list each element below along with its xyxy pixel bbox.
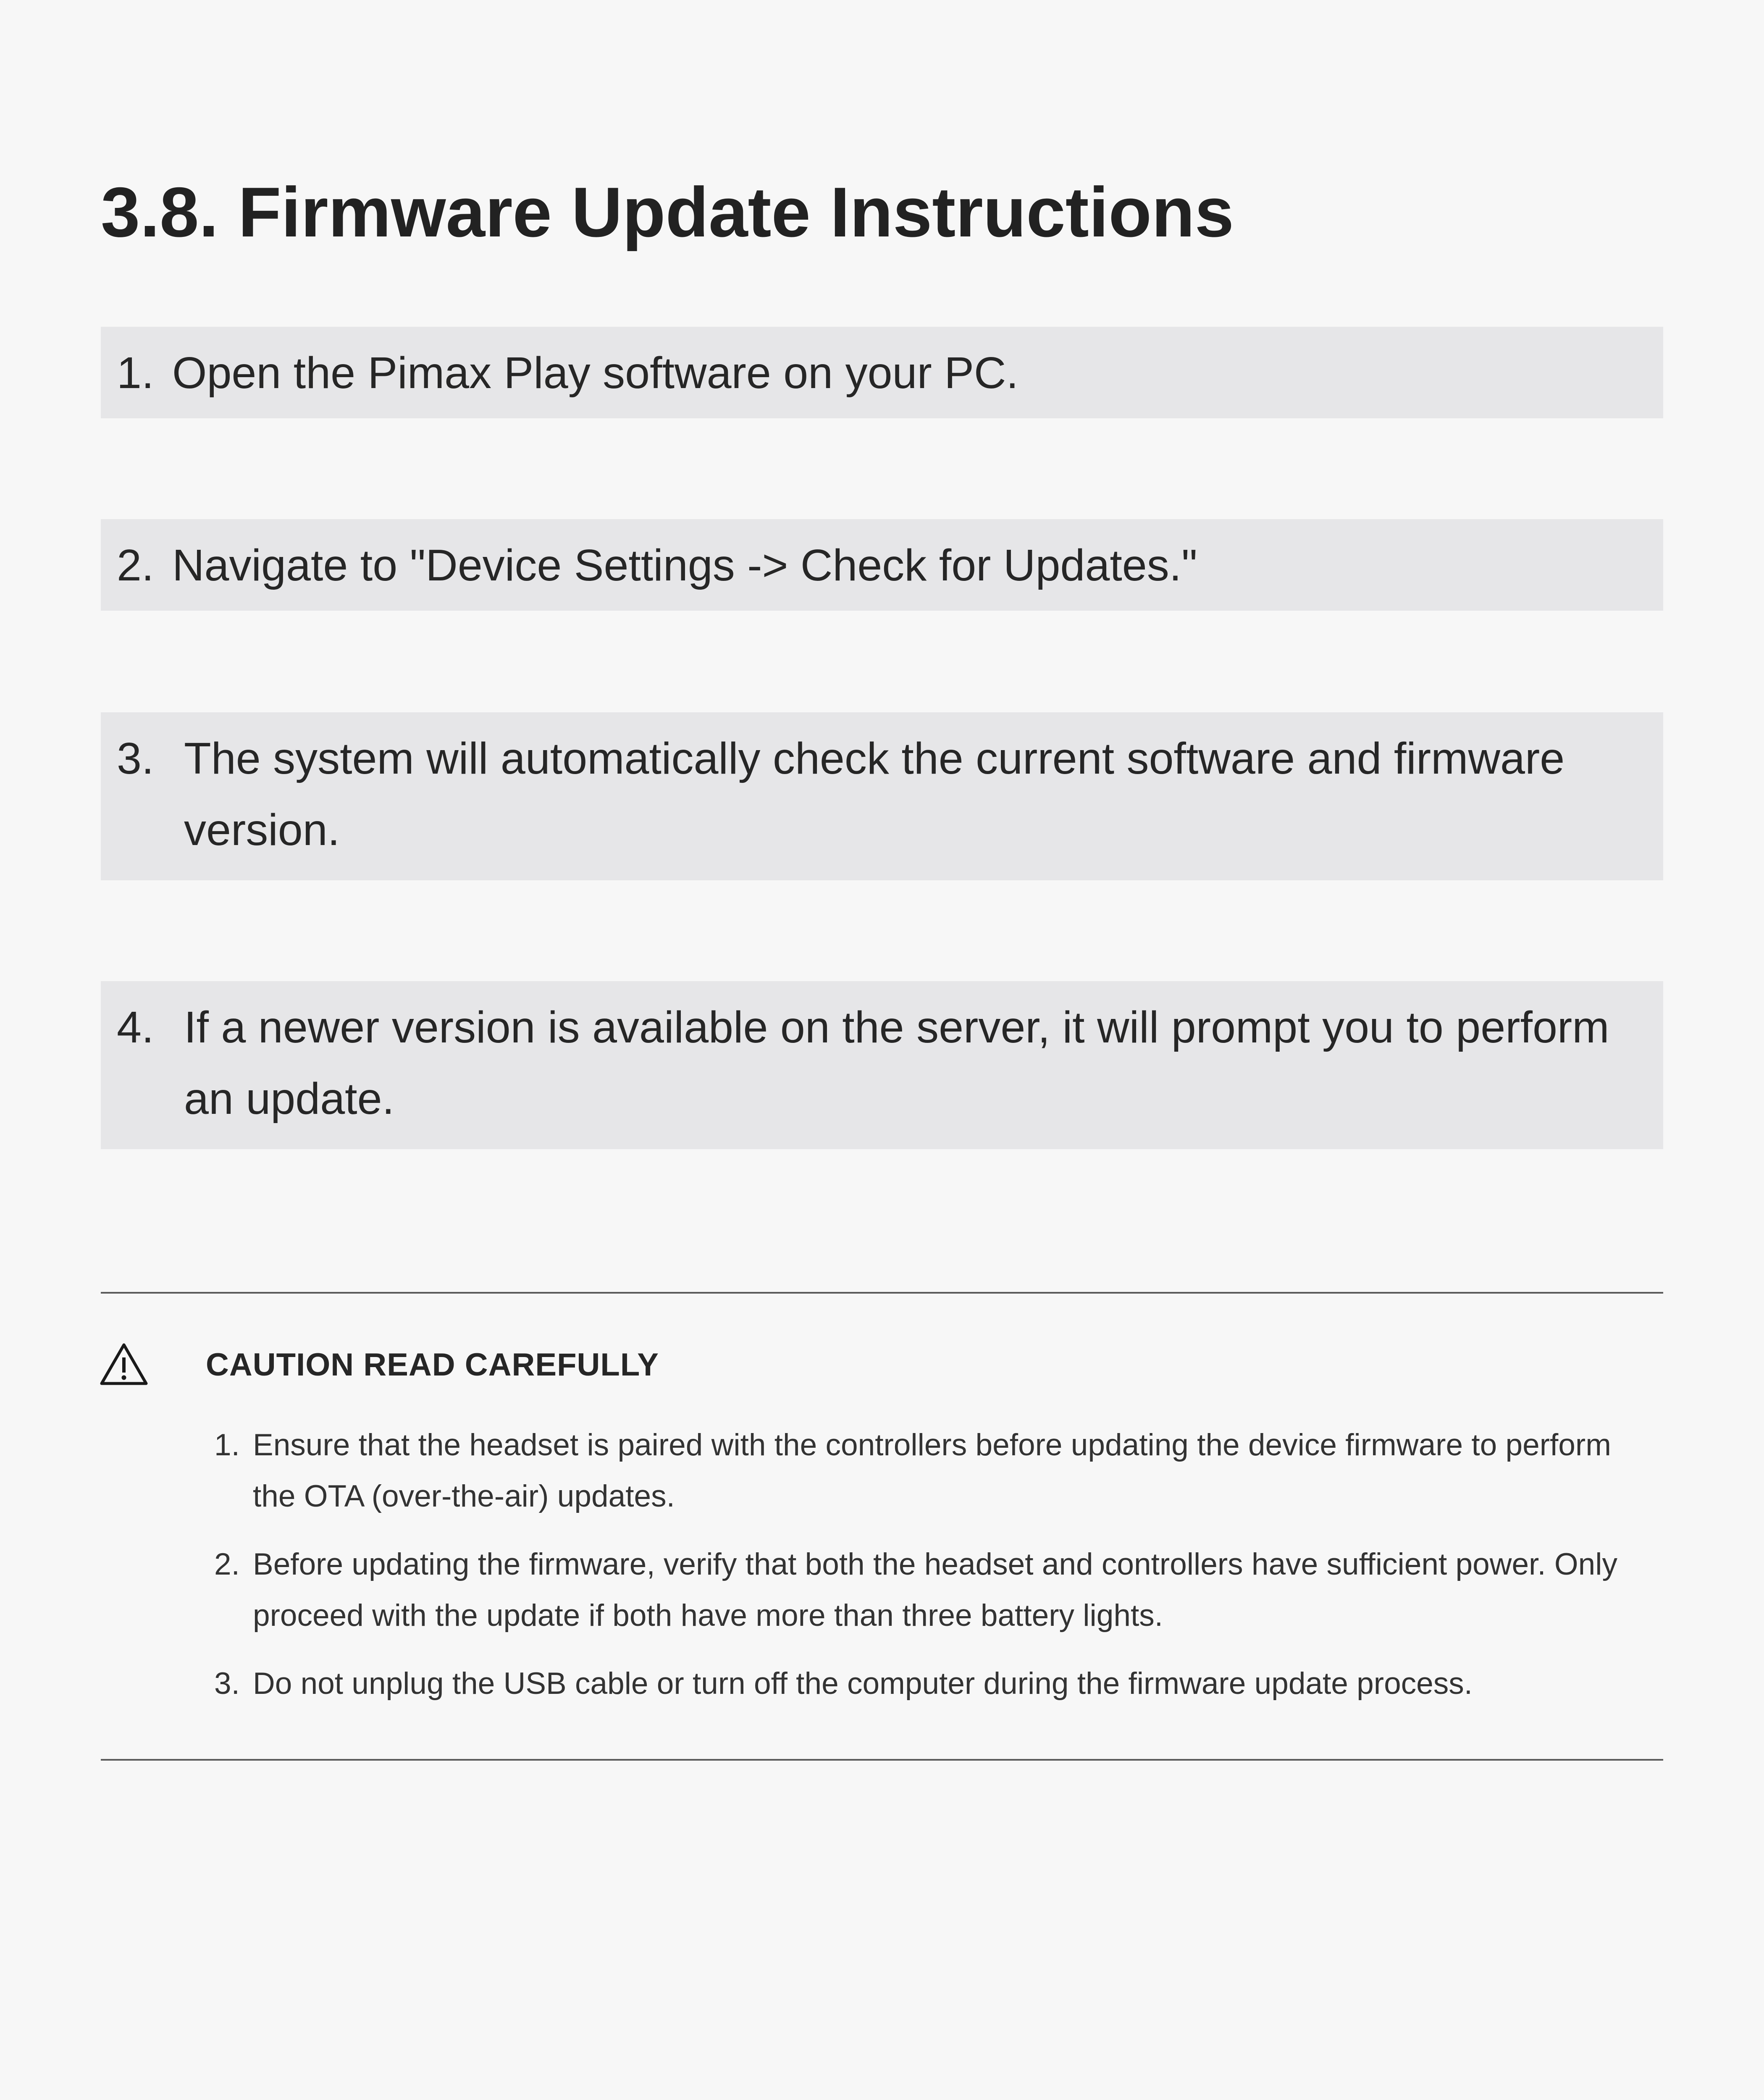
caution-item (214, 1658, 1625, 1709)
caution-item-text: Ensure that the headset is paired with the controllers before updating the device firmware to perform the OTA (over-the-air) updates. (253, 1428, 1612, 1513)
caution-item-number: 1. (214, 1428, 240, 1462)
caution-top-divider (101, 1292, 1663, 1294)
step-text: The system will automatically check the current software and firmware version. (184, 734, 1565, 855)
step-item-3 (101, 712, 1663, 880)
caution-item-text: Do not unplug the USB cable or turn off the computer during the firmware update process. (253, 1667, 1473, 1701)
warning-triangle-icon (99, 1342, 149, 1386)
step-text: Navigate to "Device Settings -> Check for Updates." (172, 541, 1197, 590)
step-text: If a newer version is available on the server, it will prompt you to perform an update. (184, 1003, 1609, 1124)
caution-bottom-divider (101, 1759, 1663, 1761)
caution-item-text: Before updating the firmware, verify that both the headset and controllers have sufficient power. Only proceed with the update if both have more than three battery lights. (253, 1547, 1617, 1633)
caution-item-number: 2. (214, 1547, 240, 1581)
caution-item (214, 1539, 1625, 1641)
step-item-2 (101, 519, 1663, 611)
step-number: 2. (117, 541, 154, 590)
step-item-1 (101, 327, 1663, 418)
caution-list (214, 1420, 1625, 1726)
page-title: 3.8. Firmware Update Instructions (101, 172, 1234, 252)
caution-heading: CAUTION READ CAREFULLY (206, 1347, 659, 1383)
step-number: 3. (117, 734, 154, 783)
step-number: 4. (117, 1003, 154, 1052)
caution-item (214, 1420, 1625, 1522)
step-number: 1. (117, 348, 154, 398)
caution-item-number: 3. (214, 1667, 240, 1701)
step-item-4 (101, 981, 1663, 1149)
step-text: Open the Pimax Play software on your PC. (172, 348, 1018, 398)
